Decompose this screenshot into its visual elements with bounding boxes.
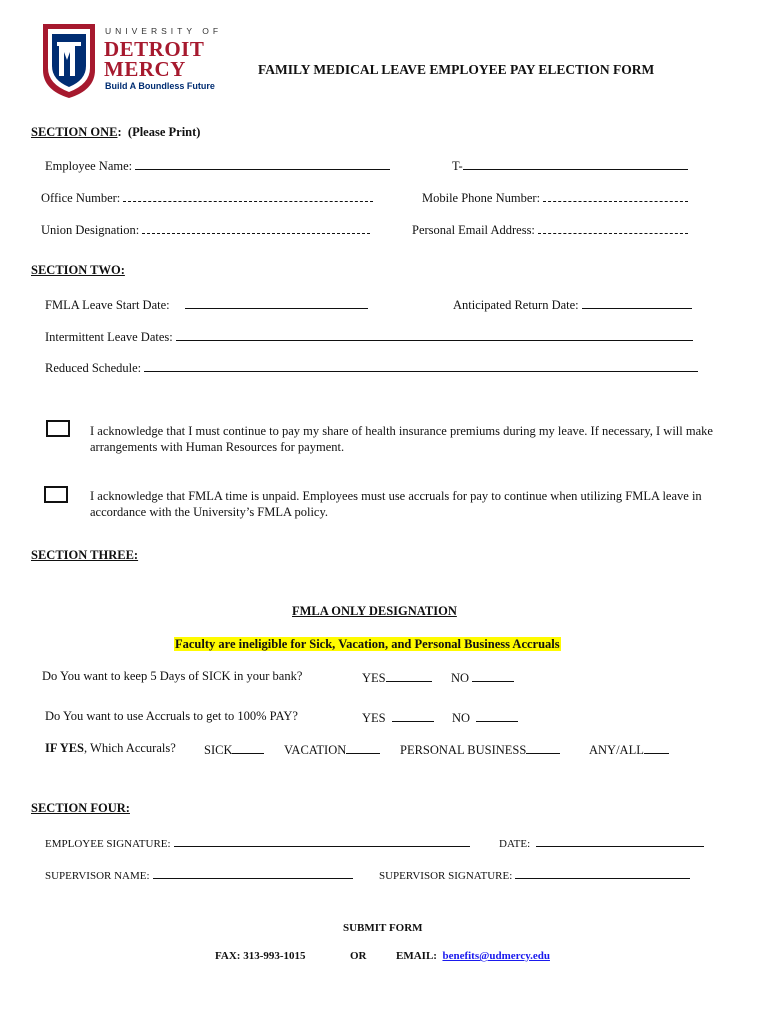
if-yes-label: IF YES [45, 741, 85, 755]
accrual-personal-line[interactable] [526, 741, 560, 754]
personal-email-label: Personal Email Address: [412, 223, 535, 237]
accrual-sick-label: SICK [204, 743, 233, 757]
accrual-any-all-line[interactable] [644, 741, 669, 754]
intermittent-field[interactable] [45, 328, 693, 345]
or-separator: OR [350, 950, 367, 962]
supervisor-name-label: SUPERVISOR NAME: [45, 870, 150, 882]
office-number-label: Office Number: [41, 191, 121, 205]
t-number-label: T- [452, 159, 463, 173]
section-one-colon: : [117, 125, 122, 139]
section-one-title: SECTION ONE [31, 125, 118, 139]
union-designation-line[interactable] [142, 221, 370, 234]
logo-detroit: DETROIT [104, 37, 205, 61]
union-designation-field[interactable] [41, 221, 370, 238]
logo-university-of: UNIVERSITY OF [105, 26, 223, 36]
t-number-field[interactable] [452, 157, 688, 174]
form-title: FAMILY MEDICAL LEAVE EMPLOYEE PAY ELECTION FORM [258, 62, 655, 77]
signature-date-field[interactable] [499, 834, 704, 850]
logo-mercy: MERCY [104, 57, 186, 81]
logo-tagline: Build A Boundless Future [105, 81, 215, 91]
accrual-vacation-line[interactable] [346, 741, 380, 754]
accrual-personal[interactable] [400, 741, 560, 758]
ack-insurance-checkbox[interactable] [46, 420, 70, 437]
accruals-yes-label: YES [362, 711, 386, 725]
section-three-heading: SECTION THREE: [31, 548, 139, 562]
keep-sick-question: Do You want to keep 5 Days of SICK in your bank? [42, 669, 303, 683]
section-one-note: (Please Print) [127, 125, 201, 139]
keep-sick-yes-label: YES [362, 671, 386, 685]
accrual-vacation-label: VACATION [284, 743, 347, 757]
accrual-any-all-label: ANY/ALL [589, 743, 644, 757]
ack-unpaid-text: I acknowledge that FMLA time is unpaid. Employees must use accruals for pay to continue when utilizing FMLA leave in accordance with the University’s FMLA policy. [90, 489, 702, 519]
reduced-schedule-field[interactable] [45, 359, 698, 376]
accruals-no-line[interactable] [476, 709, 518, 722]
leave-start-field[interactable] [45, 296, 368, 313]
office-number-line[interactable] [123, 189, 373, 202]
ack-insurance-text: I acknowledge that I must continue to pay my share of health insurance premiums during my leave. If necessary, I will make arrangements with Human Resources for payment. [90, 424, 713, 454]
signature-date-label: DATE: [499, 838, 531, 850]
keep-sick-yes-line[interactable] [386, 669, 432, 682]
accrual-personal-label: PERSONAL BUSINESS [400, 743, 527, 757]
accruals-no-label: NO [452, 711, 471, 725]
email-link[interactable]: benefits@udmercy.edu [442, 950, 550, 962]
section-four-heading: SECTION FOUR: [31, 801, 130, 815]
intermittent-line[interactable] [176, 328, 693, 341]
leave-start-line[interactable] [185, 296, 368, 309]
personal-email-line[interactable] [538, 221, 688, 234]
fmla-designation-heading: FMLA ONLY DESIGNATION [292, 604, 457, 618]
intermittent-label: Intermittent Leave Dates: [45, 330, 173, 344]
ack-unpaid-checkbox[interactable] [44, 486, 68, 503]
mobile-phone-line[interactable] [543, 189, 688, 202]
email-row [396, 950, 550, 962]
keep-sick-no[interactable] [451, 669, 514, 686]
which-accruals-label: , Which Accurals? [84, 741, 176, 755]
section-one-heading [31, 125, 200, 140]
email-label: EMAIL: [396, 950, 437, 962]
return-date-field[interactable] [453, 296, 692, 313]
fax-number: FAX: 313-993-1015 [215, 950, 306, 962]
reduced-schedule-label: Reduced Schedule: [45, 361, 142, 375]
supervisor-signature-label: SUPERVISOR SIGNATURE: [379, 870, 513, 882]
faculty-notice-text: Faculty are ineligible for Sick, Vacation, and Personal Business Accruals [175, 637, 560, 651]
mobile-phone-label: Mobile Phone Number: [422, 191, 541, 205]
supervisor-signature-field[interactable] [379, 866, 690, 882]
accruals-yes-line[interactable] [392, 709, 434, 722]
accruals-yes[interactable] [362, 709, 434, 726]
which-accruals-row [45, 741, 176, 756]
supervisor-signature-line[interactable] [515, 866, 690, 879]
accrual-any-all[interactable] [589, 741, 669, 758]
faculty-notice [174, 637, 561, 652]
section-two-heading: SECTION TWO: [31, 263, 125, 277]
personal-email-field[interactable] [412, 221, 688, 238]
return-date-line[interactable] [582, 296, 692, 309]
accruals-question: Do You want to use Accruals to get to 100% PAY? [45, 709, 298, 723]
mobile-phone-field[interactable] [422, 189, 688, 206]
accrual-sick-line[interactable] [232, 741, 264, 754]
t-number-line[interactable] [463, 157, 688, 170]
supervisor-name-line[interactable] [153, 866, 353, 879]
reduced-schedule-line[interactable] [144, 359, 698, 372]
office-number-field[interactable] [41, 189, 373, 206]
leave-start-label: FMLA Leave Start Date: [45, 298, 170, 312]
employee-name-label: Employee Name: [45, 159, 133, 173]
accruals-no[interactable] [452, 709, 518, 726]
keep-sick-yes[interactable] [362, 669, 432, 686]
accrual-sick[interactable] [204, 741, 264, 758]
accrual-vacation[interactable] [284, 741, 380, 758]
employee-signature-line[interactable] [174, 834, 470, 847]
keep-sick-no-line[interactable] [472, 669, 514, 682]
submit-form-heading: SUBMIT FORM [343, 922, 423, 934]
signature-date-line[interactable] [536, 834, 704, 847]
employee-name-line[interactable] [135, 157, 390, 170]
employee-signature-label: EMPLOYEE SIGNATURE: [45, 838, 171, 850]
union-designation-label: Union Designation: [41, 223, 140, 237]
university-logo [37, 20, 222, 100]
supervisor-name-field[interactable] [45, 866, 353, 882]
employee-name-field[interactable] [45, 157, 390, 174]
employee-signature-field[interactable] [45, 834, 470, 850]
return-date-label: Anticipated Return Date: [453, 298, 579, 312]
keep-sick-no-label: NO [451, 671, 470, 685]
